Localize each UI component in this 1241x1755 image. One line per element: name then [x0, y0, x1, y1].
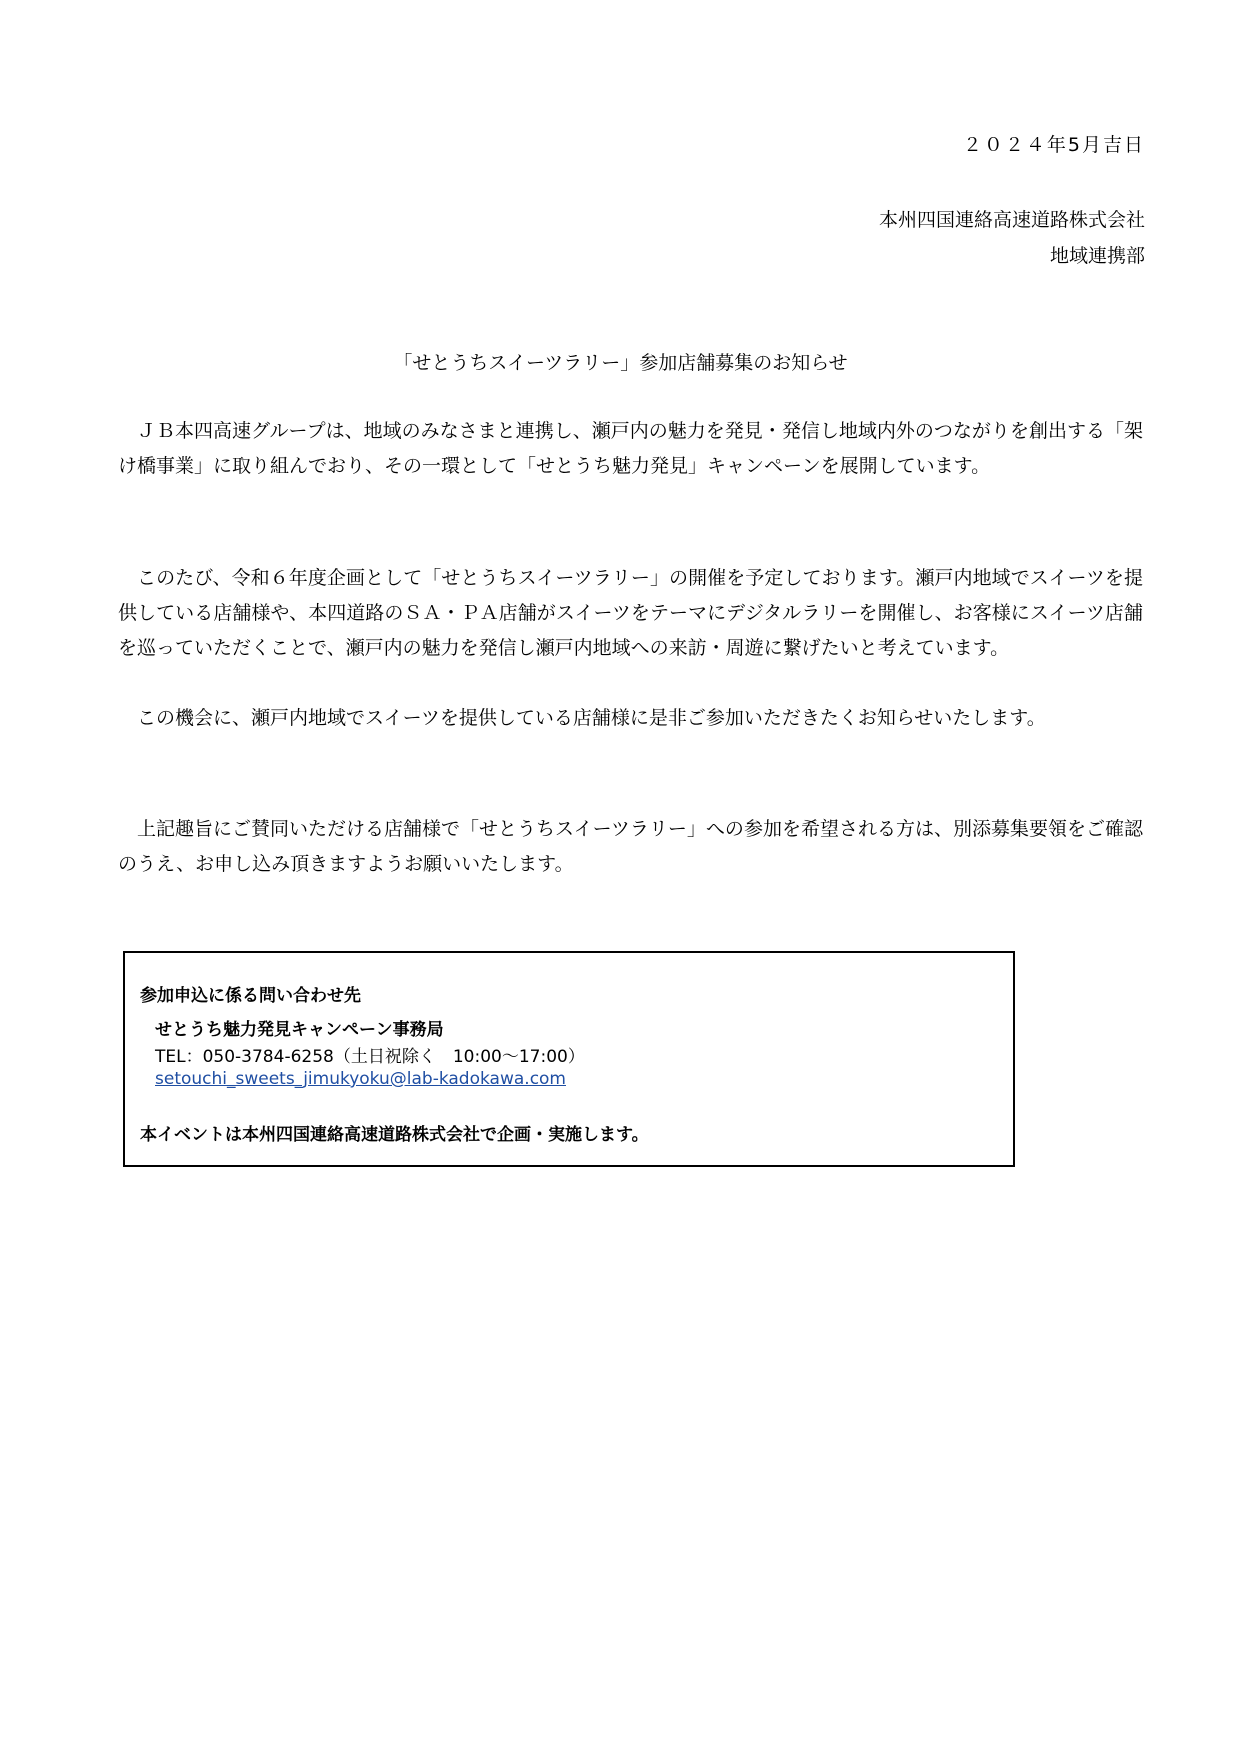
- paragraph-invitation: この機会に、瀬戸内地域でスイーツを提供している店舗様に是非ご参加いただきたくお知らせいたします。: [137, 707, 1046, 729]
- organization-name: 本州四国連絡高速道路株式会社: [878, 209, 1145, 231]
- paragraph-intro: ＪＢ本四高速グループは、地域のみなさまと連携し、瀬戸内の魅力を発見・発信し地域内外のつながりを創出する「架け橋事業」に取り組んでおり、その一環として「せとうち魅力発見」キャンペーンを展開しています。: [118, 420, 1143, 477]
- contact-box: [123, 951, 1015, 1167]
- department-name: 地域連携部: [1049, 245, 1145, 267]
- issue-date: ２０２４年5月吉日: [962, 134, 1145, 156]
- contact-tel: TEL：050-3784-6258（土日祝除く 10:00～17:00）: [155, 1047, 585, 1067]
- paragraph-event: このたび、令和６年度企画として「せとうちスイーツラリー」の開催を予定しております。瀬戸内地域でスイーツを提供している店舗様や、本四道路のＳＡ・ＰＡ店舗がスイーツをテーマにデジタルラリーを開催し、お客様にスイーツ店舗を巡っていただくことで、瀬戸内の魅力を発信し瀬戸内地域への来訪・周遊に繋げたいと考えています。: [118, 567, 1143, 659]
- contact-heading: 参加申込に係る問い合わせ先: [140, 986, 361, 1006]
- contact-email-link[interactable]: setouchi_sweets_jimukyoku@lab-kadokawa.com: [155, 1069, 566, 1089]
- contact-note: 本イベントは本州四国連絡高速道路株式会社で企画・実施します。: [140, 1125, 649, 1145]
- issuer-block: [879, 202, 1145, 274]
- paragraph-application: 上記趣旨にご賛同いただける店舗様で「せとうちスイーツラリー」への参加を希望される方は、別添募集要領をご確認のうえ、お申し込み頂きますようお願いいたします。: [118, 818, 1143, 875]
- document-title: 「せとうちスイーツラリー」参加店舗募集のお知らせ: [393, 352, 848, 374]
- contact-office: せとうち魅力発見キャンペーン事務局: [155, 1020, 444, 1040]
